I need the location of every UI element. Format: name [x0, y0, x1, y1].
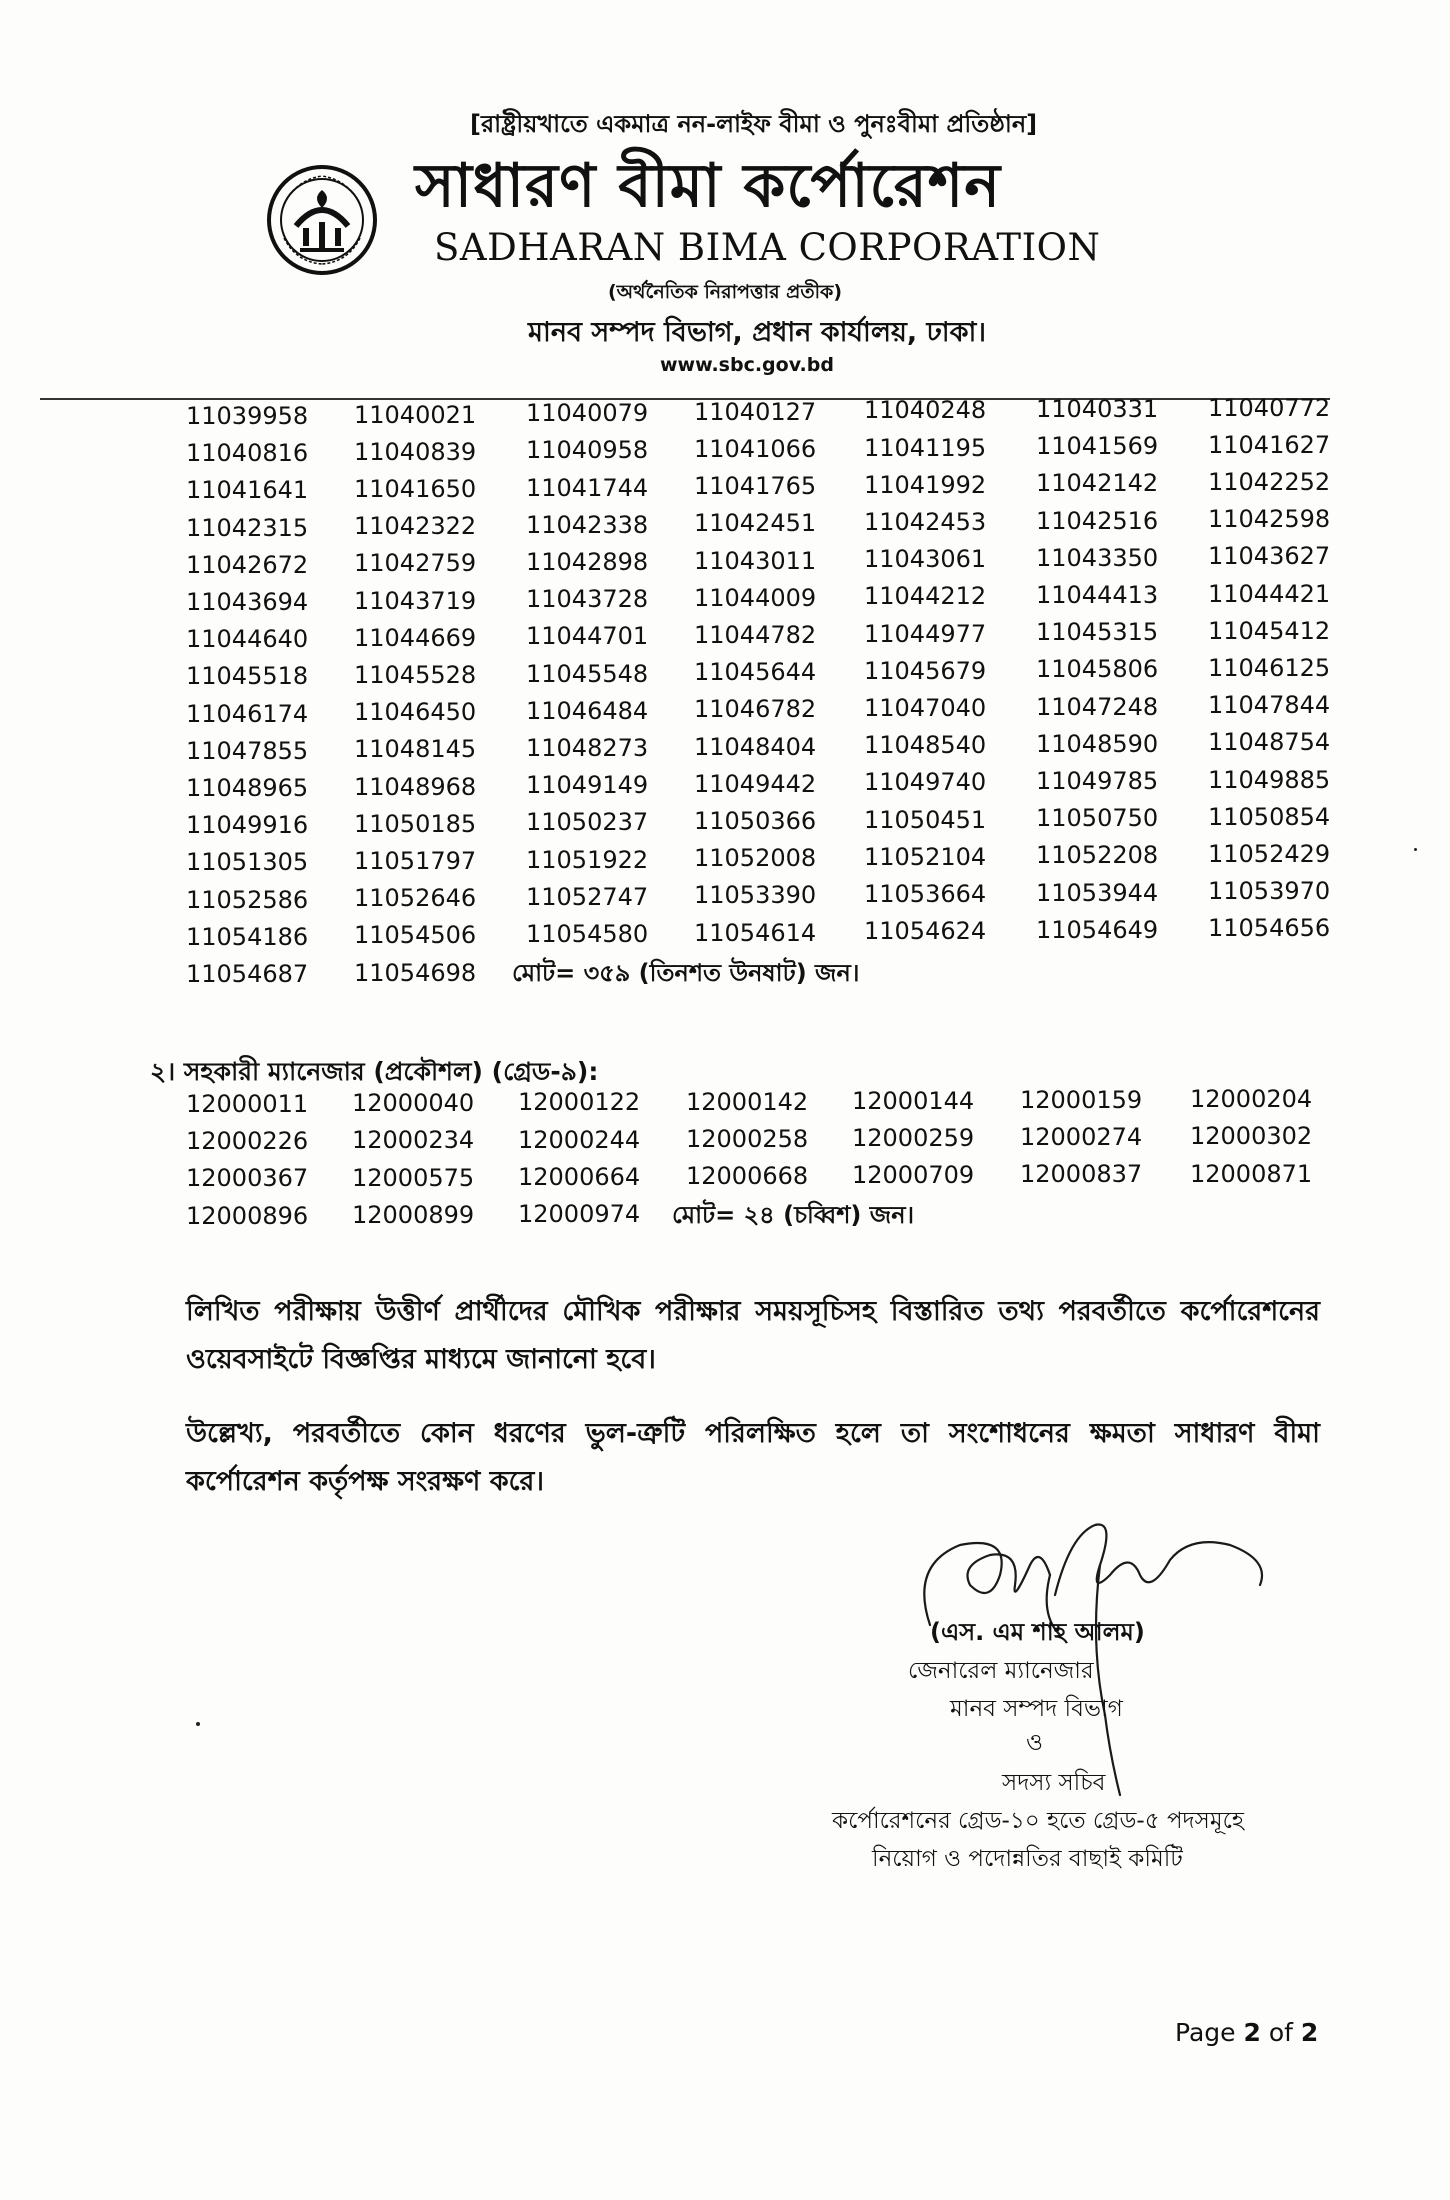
roll-number: 11051922 [526, 845, 649, 874]
roll-number: 11045518 [186, 662, 309, 691]
roll-number: 12000709 [852, 1161, 975, 1190]
roll-number: 11040127 [694, 397, 817, 426]
roll-number: 11042338 [526, 510, 649, 539]
roll-number: 12000302 [1190, 1122, 1313, 1151]
roll-total: মোট= ৩৫৯ (তিনশত উনষাট) জন। [512, 959, 860, 988]
roll-number: 11050451 [864, 805, 987, 834]
roll-number: 11041744 [526, 473, 649, 502]
roll-number: 11045412 [1208, 616, 1331, 645]
roll-number: 11052104 [864, 842, 987, 871]
roll-number: 11040839 [354, 437, 477, 466]
roll-number: 11052586 [186, 885, 309, 914]
signatory-designation: জেনারেল ম্যানেজার [908, 1658, 1094, 1684]
roll-number: 11041066 [694, 435, 817, 463]
roll-number: 11051797 [354, 847, 477, 875]
roll-number: 11044413 [1036, 581, 1159, 609]
roll-number: 11053970 [1208, 877, 1331, 906]
roll-number: 11045548 [526, 659, 649, 688]
roll-number: 12000144 [852, 1086, 975, 1115]
roll-number: 11050185 [354, 809, 477, 838]
roll-number: 11054506 [354, 921, 477, 950]
roll-number: 11049740 [864, 768, 987, 797]
roll-number: 12000668 [686, 1162, 809, 1190]
roll-number: 12000974 [518, 1200, 641, 1228]
roll-number: 11052208 [1036, 841, 1159, 870]
roll-number: 11044782 [694, 621, 817, 649]
roll-number: 11041569 [1036, 432, 1159, 461]
roll-number: 11050237 [526, 808, 649, 837]
roll-number: 11050366 [694, 807, 817, 835]
scan-speck [196, 1722, 200, 1726]
signatory-role: সদস্য সচিব [1002, 1770, 1106, 1796]
roll-number: 11048273 [526, 734, 649, 762]
roll-number: 11048145 [354, 735, 477, 764]
roll-number: 12000367 [186, 1164, 309, 1193]
page-number [1175, 2018, 1318, 2047]
header-motto: (অর্থনৈতিক নিরাপত্তার প্রতীক) [608, 281, 843, 303]
roll-number: 11044669 [354, 623, 477, 652]
roll-number: 11052008 [694, 844, 817, 873]
roll-number: 12000274 [1020, 1123, 1143, 1152]
roll-number: 11043719 [354, 586, 477, 615]
signatory-and: ও [1026, 1730, 1043, 1756]
section2-title: ২। সহকারী ম্যানেজার (প্রকৌশল) (গ্রেড-৯): [150, 1057, 599, 1086]
roll-number: 11049885 [1208, 765, 1331, 794]
roll-number: 12000259 [852, 1124, 975, 1152]
page-prefix: Page [1175, 2018, 1236, 2047]
roll-number: 11044640 [186, 625, 309, 654]
header-website: www.sbc.gov.bd [660, 354, 834, 376]
roll-number: 11046450 [354, 698, 477, 727]
roll-number: 11045644 [694, 658, 817, 687]
roll-number: 11045528 [354, 661, 477, 689]
roll-number: 12000011 [186, 1090, 309, 1118]
roll-number: 11042315 [186, 513, 309, 542]
roll-number: 11040248 [864, 396, 987, 425]
roll-number: 12000899 [352, 1200, 475, 1229]
roll-number: 11042672 [186, 550, 309, 579]
committee-line-2: নিয়োগ ও পদোন্নতির বাছাই কমিটি [872, 1846, 1183, 1872]
roll-number: 12000204 [1190, 1085, 1313, 1114]
header-department: মানব সম্পদ বিভাগ, প্রধান কার্যালয়, ঢাকা। [528, 317, 987, 348]
roll-number: 11044977 [864, 619, 987, 648]
roll-number: 12000040 [352, 1089, 475, 1118]
sbc-seal-icon [266, 164, 378, 276]
header-tagline: [রাষ্ট্রীয়খাতে একমাত্র নন-লাইফ বীমা ও পুনঃবীমা প্রতিষ্ঠান] [470, 110, 1038, 138]
roll-number: 11040331 [1036, 395, 1159, 423]
roll-number: 11048590 [1036, 729, 1159, 758]
roll-number: 11041765 [694, 472, 817, 501]
roll-number: 11048968 [354, 772, 477, 801]
roll-number: 11041641 [186, 476, 309, 505]
roll-number: 11039958 [186, 402, 309, 430]
roll-number: 11043627 [1208, 542, 1331, 571]
roll-number: 11054624 [864, 917, 987, 946]
roll-number: 12000234 [352, 1126, 475, 1155]
roll-number: 11042898 [526, 548, 649, 576]
roll-number: 11054656 [1208, 914, 1331, 943]
page-of: of [1268, 2018, 1293, 2047]
roll-number: 12000226 [186, 1127, 309, 1156]
roll-number: 11044701 [526, 622, 649, 651]
roll-number: 11042516 [1036, 506, 1159, 535]
roll-number: 11054186 [186, 922, 309, 951]
roll-number: 11041992 [864, 470, 987, 499]
page-current: 2 [1243, 2018, 1261, 2047]
roll-number: 11042451 [694, 509, 817, 538]
roll-number: 11045679 [864, 656, 987, 685]
roll-number: 11040958 [526, 436, 649, 465]
roll-number: 11047844 [1208, 691, 1331, 720]
roll-number: 11050854 [1208, 802, 1331, 831]
roll-total: মোট= ২৪ (চব্বিশ) জন। [672, 1201, 915, 1230]
roll-number: 11051305 [186, 848, 309, 877]
roll-number: 11043728 [526, 585, 649, 614]
corporation-name-english: SADHARAN BIMA CORPORATION [434, 226, 1101, 269]
roll-number: 11041195 [864, 433, 987, 462]
roll-number: 12000837 [1020, 1160, 1143, 1189]
roll-number: 11043061 [864, 545, 987, 574]
roll-number: 11048754 [1208, 728, 1331, 757]
scan-speck [1414, 848, 1417, 851]
roll-number: 12000575 [352, 1163, 475, 1192]
roll-number: 11048965 [186, 774, 309, 802]
roll-number: 11053664 [864, 880, 987, 908]
roll-number: 12000244 [518, 1125, 641, 1154]
roll-number: 11052747 [526, 882, 649, 911]
roll-number: 11044212 [864, 582, 987, 611]
roll-number: 12000142 [686, 1087, 809, 1116]
roll-number: 11042252 [1208, 468, 1331, 496]
corporation-name-bangla: সাধারণ বীমা কর্পোরেশন [415, 151, 1002, 221]
roll-number: 11045315 [1036, 618, 1159, 647]
roll-number: 11047248 [1036, 692, 1159, 721]
note-viva-info: লিখিত পরীক্ষায় উত্তীর্ণ প্রার্থীদের মৌখিক পরীক্ষার সময়সূচিসহ বিস্তারিত তথ্য পরবর্তীতে কর্পোরেশনের ওয়েবসাইটে বিজ্ঞপ্তির মাধ্যমে জানানো হবে। [186, 1296, 1320, 1375]
roll-number: 11050750 [1036, 804, 1159, 833]
roll-number: 11046125 [1208, 654, 1331, 682]
roll-number: 11042453 [864, 508, 987, 536]
roll-number: 12000871 [1190, 1159, 1313, 1188]
roll-number: 11044421 [1208, 579, 1331, 608]
roll-number: 11047040 [864, 694, 987, 722]
roll-number: 11048404 [694, 732, 817, 761]
signatory-department: মানব সম্পদ বিভাগ [950, 1696, 1123, 1722]
roll-number: 12000258 [686, 1124, 809, 1153]
roll-number: 11052646 [354, 884, 477, 913]
roll-number: 11048540 [864, 731, 987, 760]
roll-number: 11054698 [354, 958, 477, 987]
roll-number: 12000122 [518, 1088, 641, 1117]
roll-number: 11042598 [1208, 505, 1331, 534]
roll-number: 11054580 [526, 920, 649, 948]
roll-number: 12000664 [518, 1162, 641, 1191]
roll-number: 11049149 [526, 771, 649, 800]
roll-number: 11047855 [186, 736, 309, 765]
roll-number: 11045806 [1036, 655, 1159, 684]
roll-number: 11049916 [186, 811, 309, 840]
signatory-name: (এস. এম শাহ আলম) [930, 1618, 1145, 1646]
roll-number: 11040772 [1208, 393, 1331, 422]
roll-number: 11041627 [1208, 430, 1331, 459]
roll-number: 11041650 [354, 475, 477, 503]
roll-number: 11054614 [694, 918, 817, 947]
roll-number: 11049442 [694, 769, 817, 798]
roll-number: 11046782 [694, 695, 817, 724]
roll-number: 11043350 [1036, 543, 1159, 572]
roll-number: 11054649 [1036, 915, 1159, 944]
roll-number: 11042759 [354, 549, 477, 578]
roll-number: 12000896 [186, 1201, 309, 1230]
roll-number: 11043011 [694, 546, 817, 575]
roll-number: 11044009 [694, 583, 817, 612]
roll-number: 11040021 [354, 400, 477, 429]
roll-number: 11052429 [1208, 840, 1331, 868]
roll-number: 12000159 [1020, 1086, 1143, 1114]
note-correction-rights: উল্লেখ্য, পরবর্তীতে কোন ধরণের ভুল-ত্রুটি পরিলক্ষিত হলে তা সংশোধনের ক্ষমতা সাধারণ বীমা কর্পোরেশন কর্তৃপক্ষ সংরক্ষণ করে। [186, 1418, 1320, 1497]
roll-number: 11053944 [1036, 878, 1159, 907]
roll-number: 11049785 [1036, 767, 1159, 795]
page-total: 2 [1300, 2018, 1319, 2047]
roll-number: 11046174 [186, 699, 309, 728]
roll-number: 11042142 [1036, 469, 1159, 498]
roll-number: 11043694 [186, 588, 309, 616]
roll-number: 11040079 [526, 399, 649, 428]
roll-number: 11042322 [354, 512, 477, 541]
roll-number: 11046484 [526, 696, 649, 725]
committee-line-1: কর্পোরেশনের গ্রেড-১০ হতে গ্রেড-৫ পদসমূহে [832, 1808, 1244, 1834]
roll-number: 11053390 [694, 881, 817, 910]
roll-number: 11054687 [186, 960, 309, 988]
roll-number: 11040816 [186, 439, 309, 468]
